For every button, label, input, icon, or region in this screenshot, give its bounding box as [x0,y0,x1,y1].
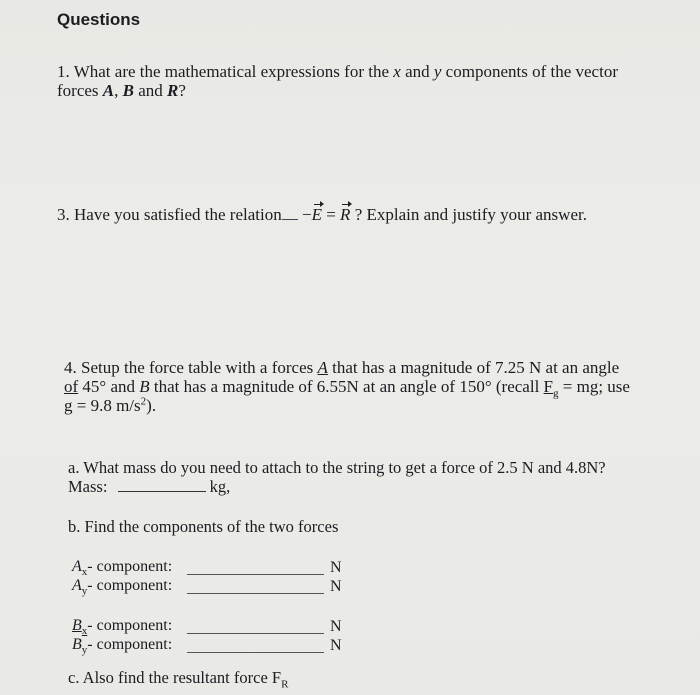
question-4-line-2: of 45° and B that has a magnitude of 6.55N at an angle of 150° (recall $F_g$ = mg; use [64,377,630,400]
mass-label: Mass: [68,477,108,496]
part-c-question: c. Also find the resultant force $F_R$ [68,668,289,691]
ay-component-unit: N [330,578,342,595]
by-component-unit: N [330,637,342,654]
bx-component-label: $B_x-$ component: [72,617,173,638]
question-4-line-3: g = 9.8 $m/s^2$). [64,395,157,415]
question-3-number: 3. [57,205,70,224]
part-a-question: a. What mass do you need to attach to the string to get a force of 2.5 N and 4.8N? [68,458,606,477]
by-component-blank[interactable] [187,652,324,653]
ax-component-label: $A_x-$ component: [72,558,173,579]
mass-unit: kg, [209,477,231,496]
ax-component-blank[interactable] [187,574,324,575]
vector-r: R [340,205,351,224]
mass-answer-blank[interactable] [118,491,206,492]
vector-e: E [311,205,322,224]
part-b-question: b. Find the components of the two forces [68,517,339,536]
question-4-number: 4. [64,358,77,377]
question-1-line-2: forces A, B and R? [57,81,186,100]
ay-component-blank[interactable] [187,593,324,594]
part-a-mass-line [68,477,230,497]
question-3: 3. Have you satisfied the relation −E = R ? Explain and justify your answer. [57,205,587,224]
question-1-number: 1. [57,62,70,81]
ay-component-label: $A_y-$ component: [72,577,173,598]
questions-heading: Questions [57,10,141,29]
question-4-line-1: 4. Setup the force table with a forces A that has a magnitude of 7.25 N at an angle [64,358,620,377]
force-gravity-symbol: $F_g$ [543,377,559,400]
by-component-label: $B_y-$ component: [72,636,173,657]
bx-component-blank[interactable] [187,633,324,634]
relation-blank [282,219,298,220]
question-1-line-1: 1. What are the mathematical expressions for the x and y components of the vector [57,62,618,81]
ax-component-unit: N [330,559,342,576]
bx-component-unit: N [330,618,342,635]
